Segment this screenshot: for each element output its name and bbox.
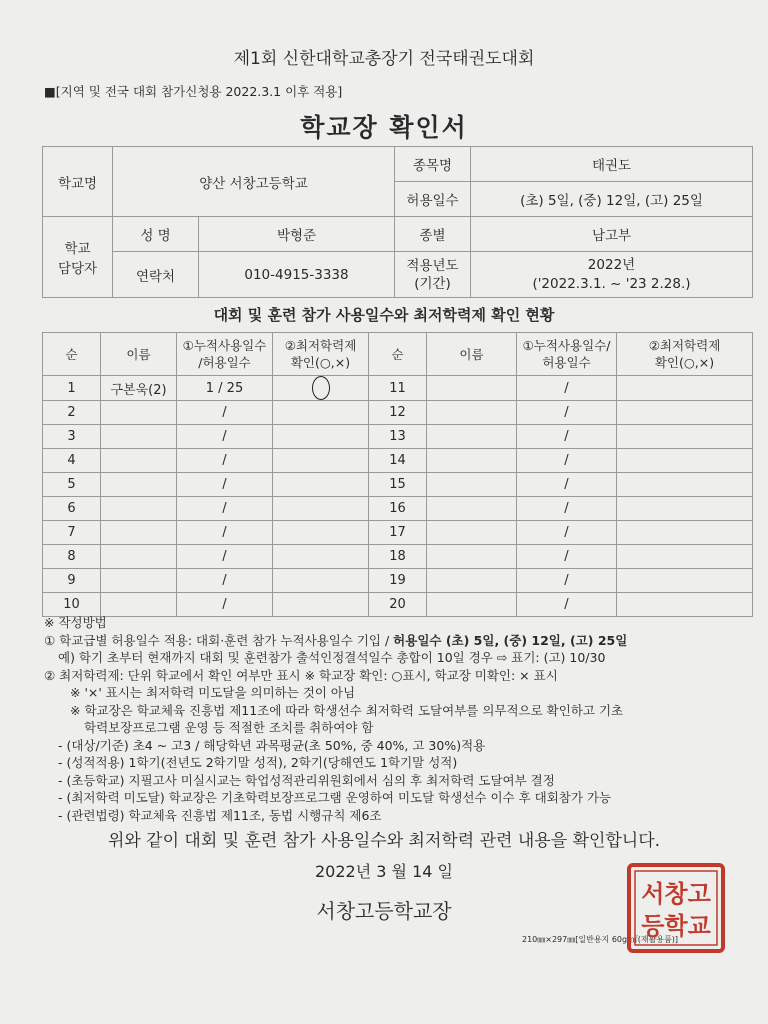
- row-days: /: [177, 569, 273, 593]
- year-label-line2: (기간): [414, 275, 451, 292]
- row-name-right: [427, 425, 517, 449]
- header-days-line2: /허용일수: [198, 355, 251, 370]
- row-days: /: [177, 593, 273, 617]
- confirmation-statement: 위와 같이 대회 및 훈련 참가 사용일수와 최저학력 관련 내용을 확인합니다.: [107, 831, 661, 851]
- row-name: [101, 425, 177, 449]
- row-days: /: [177, 401, 273, 425]
- row-days: /: [177, 425, 273, 449]
- row-check: [273, 473, 369, 497]
- section-title: 대회 및 훈련 참가 사용일수와 최저학력제 확인 현황: [213, 306, 555, 324]
- row-check: [273, 569, 369, 593]
- table-row: [43, 473, 753, 497]
- participant-table: [42, 332, 753, 617]
- note-4-cont: 학력보장프로그램 운영 등 적절한 조치를 취하여야 함: [84, 720, 374, 735]
- event-title: 제1회 신한대학교총장기 전국태권도대회: [233, 49, 535, 69]
- row-no: 10: [43, 593, 101, 617]
- header-days-right-line1: ①누적사용일수/: [522, 338, 611, 353]
- check-mark-o: [312, 376, 330, 400]
- row-no-right: 13: [369, 425, 427, 449]
- manager-name-value: 박형준: [199, 217, 395, 252]
- row-days: /: [177, 497, 273, 521]
- issue-date: 2022년 3 월 14 일: [315, 862, 453, 881]
- row-no: 3: [43, 425, 101, 449]
- note-4: ※ 학교장은 학교체육 진흥법 제11조에 따라 학생선수 최저학력 도달여부를 의무적으로 확인하고 기초: [70, 702, 624, 718]
- row-no: 6: [43, 497, 101, 521]
- row-no-right: 12: [369, 401, 427, 425]
- header-check-line1: ②최저학력제: [284, 338, 357, 353]
- row-check-right: [617, 593, 753, 617]
- row-no-right: 15: [369, 473, 427, 497]
- row-no: 8: [43, 545, 101, 569]
- row-no-right: 18: [369, 545, 427, 569]
- table-row: [43, 521, 753, 545]
- row-no-right: 11: [369, 376, 427, 401]
- row-name-right: [427, 545, 517, 569]
- contact-label: 연락처: [113, 252, 199, 298]
- row-name: [101, 449, 177, 473]
- row-no: 4: [43, 449, 101, 473]
- year-label-line1: 적용년도: [406, 257, 459, 274]
- row-no: 9: [43, 569, 101, 593]
- row-days-right: /: [517, 376, 617, 401]
- row-check-right: [617, 545, 753, 569]
- row-name-right: [427, 401, 517, 425]
- row-name-right: [427, 473, 517, 497]
- school-info-table: [42, 146, 753, 298]
- school-name-value: 양산 서창고등학교: [113, 147, 395, 217]
- svg-text:서창고: 서창고: [641, 879, 711, 908]
- row-no: 5: [43, 473, 101, 497]
- note-2: ② 최저학력제: 단위 학교에서 확인 여부만 표시 ※ 학교장 확인: ○표시, 학교장 미확인: × 표시: [44, 667, 558, 683]
- note-6: - (성적적용) 1학기(전년도 2학기말 성적), 2학기(당해연도 1학기말 성적): [58, 755, 458, 770]
- note-1-example: 예) 학기 초부터 현재까지 대회 및 훈련참가 출석인정결석일수 총합이 10일 경우 ⇨ 표기: (고) 10/30: [58, 650, 606, 665]
- school-manager-label: [43, 217, 113, 298]
- header-no: 순: [43, 333, 101, 376]
- row-name-right: [427, 593, 517, 617]
- row-check: [273, 425, 369, 449]
- year-value-line1: 2022년: [587, 256, 636, 273]
- row-check: [273, 593, 369, 617]
- header-days-line1: ①누적사용일수: [182, 338, 267, 353]
- row-days-right: /: [517, 593, 617, 617]
- header-name: 이름: [101, 333, 177, 376]
- row-name: 구본욱(2): [101, 376, 177, 401]
- row-check-right: [617, 521, 753, 545]
- contact-value: 010-4915-3338: [199, 252, 395, 298]
- instructions: [44, 614, 756, 824]
- manager-label-line1: 학교: [64, 241, 91, 257]
- header-no-right: 순: [369, 333, 427, 376]
- row-name-right: [427, 449, 517, 473]
- row-check-right: [617, 473, 753, 497]
- row-name-right: [427, 376, 517, 401]
- row-name-right: [427, 497, 517, 521]
- row-no-right: 16: [369, 497, 427, 521]
- school-seal-icon: [626, 862, 726, 954]
- division-value: 남고부: [471, 217, 753, 252]
- row-days-right: /: [517, 545, 617, 569]
- row-days: /: [177, 521, 273, 545]
- svg-text:등학교: 등학교: [641, 911, 711, 940]
- row-check: [273, 449, 369, 473]
- header-check: [273, 333, 369, 376]
- row-no-right: 14: [369, 449, 427, 473]
- row-no: 2: [43, 401, 101, 425]
- row-no-right: 19: [369, 569, 427, 593]
- row-days-right: /: [517, 497, 617, 521]
- school-name-label: 학교명: [43, 147, 113, 217]
- row-name-right: [427, 569, 517, 593]
- row-check: [273, 497, 369, 521]
- row-days-right: /: [517, 449, 617, 473]
- row-days-right: /: [517, 425, 617, 449]
- notes-title: ※ 작성방법: [44, 615, 107, 630]
- table-row: [43, 376, 753, 401]
- row-no-right: 17: [369, 521, 427, 545]
- year-label: [395, 252, 471, 298]
- header-name-right: 이름: [427, 333, 517, 376]
- allowed-days-value: (초) 5일, (중) 12일, (고) 25일: [471, 182, 753, 217]
- manager-name-label: 성 명: [113, 217, 199, 252]
- note-5: - (대상/기준) 초4 ~ 고3 / 해당학년 과목평균(초 50%, 중 40%, 고 30%)적용: [58, 737, 486, 753]
- principal-title: 서창고등학교장: [316, 899, 452, 923]
- table-row: [43, 593, 753, 617]
- note-1-text: ① 학교급별 허용일수 적용: 대회·훈련 참가 누적사용일수 기입 /: [44, 632, 394, 648]
- row-name: [101, 545, 177, 569]
- row-check-right: [617, 497, 753, 521]
- row-check-right: [617, 449, 753, 473]
- table-header-row: [43, 333, 753, 376]
- table-row: [43, 449, 753, 473]
- paper-size-note: 210㎜×297㎜[일반용지 60g/㎡(재활용품)]: [522, 935, 679, 944]
- row-no: 1: [43, 376, 101, 401]
- table-row: [43, 497, 753, 521]
- note-3: ※ '×' 표시는 최저학력 미도달을 의미하는 것이 아님: [70, 685, 356, 700]
- manager-label-line2: 담당자: [57, 261, 98, 277]
- row-name: [101, 593, 177, 617]
- header-days: [177, 333, 273, 376]
- row-days-right: /: [517, 569, 617, 593]
- note-1-bold: 허용일수 (초) 5일, (중) 12일, (고) 25일: [393, 632, 628, 648]
- row-no: 7: [43, 521, 101, 545]
- row-name: [101, 521, 177, 545]
- row-days: /: [177, 449, 273, 473]
- table-row: [43, 401, 753, 425]
- header-check-right-line1: ②최저학력제: [648, 338, 721, 353]
- row-days-right: /: [517, 521, 617, 545]
- row-name: [101, 569, 177, 593]
- event-value: 태권도: [471, 147, 753, 182]
- table-row: [43, 545, 753, 569]
- row-check-right: [617, 425, 753, 449]
- row-days: /: [177, 545, 273, 569]
- row-check: [273, 376, 369, 401]
- row-check-right: [617, 376, 753, 401]
- note-7: - (초등학교) 지필고사 미실시교는 학업성적관리위원회에서 심의 후 최저학력 도달여부 결정: [58, 772, 555, 788]
- row-check: [273, 521, 369, 545]
- header-check-line2: 확인(○,×): [290, 355, 351, 370]
- header-check-right: [617, 333, 753, 376]
- header-check-right-line2: 확인(○,×): [654, 355, 715, 370]
- note-1: [44, 632, 756, 650]
- row-name-right: [427, 521, 517, 545]
- row-name: [101, 497, 177, 521]
- year-value-line2: ('2022.3.1. ~ '23 2.28.): [532, 275, 691, 292]
- row-days: 1 / 25: [177, 376, 273, 401]
- header-days-right: [517, 333, 617, 376]
- row-days-right: /: [517, 401, 617, 425]
- header-days-right-line2: 허용일수: [542, 355, 591, 370]
- row-check: [273, 545, 369, 569]
- year-value: [471, 252, 753, 298]
- row-name: [101, 473, 177, 497]
- note-8: - (최저학력 미도달) 학교장은 기초학력보장프로그램 운영하여 미도달 학생선수 이수 후 대회참가 가능: [58, 790, 612, 805]
- allowed-days-label: 허용일수: [395, 182, 471, 217]
- note-9: - (관련법령) 학교체육 진흥법 제11조, 동법 시행규칙 제6조: [58, 807, 382, 823]
- row-check: [273, 401, 369, 425]
- row-days-right: /: [517, 473, 617, 497]
- table-row: [43, 569, 753, 593]
- document-title: 학교장 확인서: [300, 113, 468, 142]
- row-no-right: 20: [369, 593, 427, 617]
- row-check-right: [617, 401, 753, 425]
- division-label: 종별: [395, 217, 471, 252]
- row-name: [101, 401, 177, 425]
- event-label: 종목명: [395, 147, 471, 182]
- application-notice: ■[지역 및 전국 대회 참가신청용 2022.3.1 이후 적용]: [44, 84, 343, 99]
- row-days: /: [177, 473, 273, 497]
- row-check-right: [617, 569, 753, 593]
- table-row: [43, 425, 753, 449]
